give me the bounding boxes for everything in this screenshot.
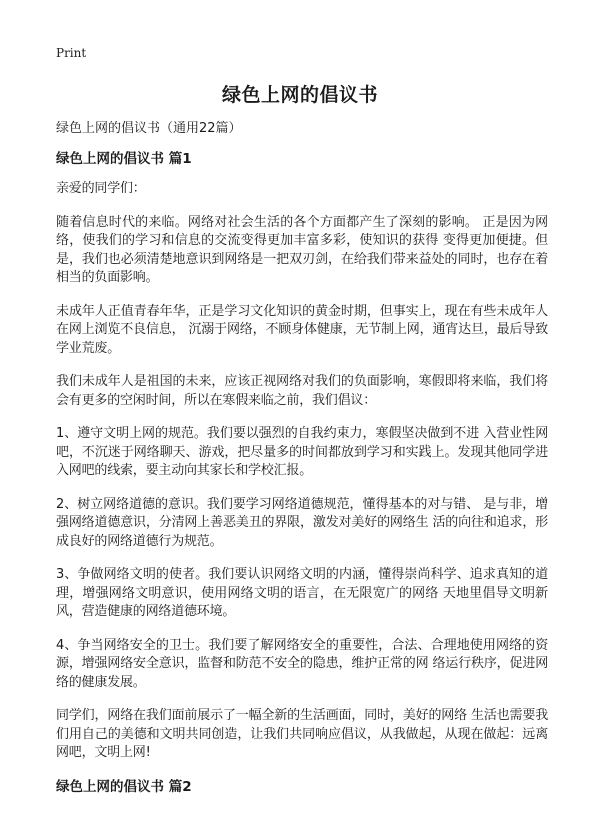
- section-heading-1: 绿色上网的倡议书 篇1: [56, 151, 192, 167]
- paragraph: 未成年人正值青春年华，正是学习文化知识的黄金时期，但事实上，现在有些未成年人在网上浏览不良信息， 沉溺于网络，不顾身体健康，无节制上网，通宵达旦，最后导致学业荒废。: [56, 303, 548, 356]
- document-title: 绿色上网的倡议书: [221, 84, 378, 106]
- paragraph: 4、争当网络安全的卫士。我们要了解网络安全的重要性，合法、合理地使用网络的资源，增强网络安全意识，监督和防范不安全的隐患，维护正常的网 络运行秩序，促进网络的健康发展。: [56, 637, 548, 690]
- paragraph: 3、争做网络文明的使者。我们要认识网络文明的内涵，懂得崇尚科学、追求真知的道理，增强网络文明意识，使用网络文明的语言，在无限宽广的网络 天地里倡导文明新风，营造健康的网络道德环境。: [56, 567, 548, 619]
- paragraph: 1、遵守文明上网的规范。我们要以强烈的自我约束力，寒假坚决做到不进 入营业性网吧，不沉迷于网络聊天、游戏，把尽量多的时间都放到学习和实践上。发现其他同学进入网吧的线索，要主动向其家长和学校汇报。: [56, 426, 548, 478]
- paragraph: 2、树立网络道德的意识。我们要学习网络道德规范，懂得基本的对与错、 是与非，增强网络道德意识，分清网上善恶美丑的界限，激发对美好的网络生 活的向往和追求，形成良好的网络道德行为规范。: [56, 496, 548, 549]
- article-subtitle: 绿色上网的倡议书（通用22篇）: [56, 121, 242, 136]
- print-label[interactable]: Print: [56, 46, 87, 60]
- paragraph: 同学们，网络在我们面前展示了一幅全新的生活画面，同时，美好的网络 生活也需要我们用自己的美德和文明共同创造，让我们共同响应倡议，从我做起，从现在做起：远离网吧，文明上网!: [56, 708, 548, 760]
- article-body: [56, 120, 548, 796]
- paragraph: 随着信息时代的来临。网络对社会生活的各个方面都产生了深刻的影响。 正是因为网络，使我们的学习和信息的交流变得更加丰富多彩，使知识的获得 变得更加便捷。但是，我们也必须清楚地意识到网络是一把双刃剑，在给我们带来益处的同时，也存在着相当的负面影响。: [56, 214, 548, 285]
- greeting: 亲爱的同学们：: [56, 181, 146, 196]
- paragraph: 我们未成年人是祖国的未来，应该正视网络对我们的负面影响，寒假即将来临，我们将会有更多的空闲时间，所以在寒假来临之前，我们倡议：: [56, 374, 548, 408]
- section-heading-2: 绿色上网的倡议书 篇2: [56, 778, 192, 795]
